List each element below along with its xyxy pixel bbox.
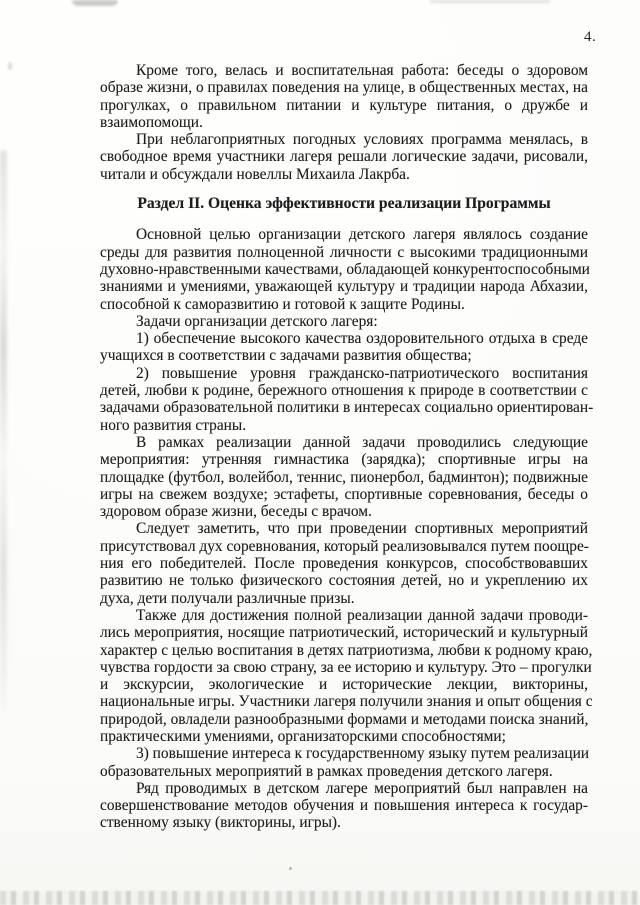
scan-smudge-left-icon [0,150,7,710]
paragraph [100,520,588,606]
text-line: образовательных мероприятий в рамках проведения детского лагеря. [100,762,553,780]
text-line: Кроме того, велась и воспитательная работа: беседы о здоровом [136,62,588,79]
text-line: ного развития страны. [100,416,247,434]
text-line: площадке (футбол, волейбол, теннис, пионербол, бадминтон); подвижные [100,468,588,486]
text-line: В рамках реализации данной задачи проводились следующие [136,433,588,451]
paragraph [100,745,588,780]
paragraph [100,780,588,832]
text-line: Следует заметить, что при проведении спортивных мероприятий [136,520,588,538]
text-line: мероприятия: утренняя гимнастика (зарядка); спортивные игры на [100,451,588,469]
paragraph [100,313,588,330]
text-line: образе жизни, о правилах поведения на улице, в общественных местах, на [100,79,588,97]
text-line: присутствовал дух соревнования, который реализовывался путем поощре- [100,537,589,555]
scan-noise-band-bottom-icon [0,891,640,905]
text-line: Ряд проводимых в детском лагере мероприятий был направлен на [136,779,588,797]
scan-smudge-top-icon [72,0,118,6]
paragraph [100,434,588,520]
text-line: способной к саморазвитию и готовой к защите Родины. [100,295,465,313]
text-line: природой, овладели разнообразными формами и методами поиска знаний, [100,710,589,728]
scan-smudge-top-right-icon [430,0,550,3]
text-line: Также для достижения полной реализации данной задачи проводи- [136,606,588,624]
paragraph [100,62,588,131]
text-line: учащихся в соответствии с задачами развития общества; [100,347,472,365]
scan-speck-icon [289,867,292,870]
text-line: 1) обеспечение высокого качества оздоровительного отдыха в среде [136,330,588,348]
section-heading: Раздел II. Оценка эффективности реализации Программы [137,195,551,213]
text-line: здоровом образе жизни, беседы с врачом. [100,503,372,521]
paragraph [100,226,588,312]
text-line: совершенствование методов обучения и повышения интереса к государ- [100,797,588,815]
paragraph [100,606,593,745]
text-line: прогулках, о правильном питании и культуре питания, о дружбе и [100,96,588,114]
text-line: читали и обсуждали новеллы Михаила Лакрба. [100,165,410,183]
scan-speck-icon [8,62,12,70]
text-line: детей, любви к родине, бережного отношения к природе в соответствии с [100,382,588,400]
text-line: Основной целью организации детского лагеря являлось создание [136,226,588,244]
text-line: При неблагоприятных погодных условиях программа менялась, в [136,131,588,149]
text-line: 2) повышение уровня гражданско-патриотического воспитания [136,364,588,382]
text-line: чувства гордости за свою страну, за ее историю и культуру. Это – прогулки [100,658,592,676]
text-line: развитию не только физического состояния детей, но и укреплению их [100,572,588,590]
text-line: знаниями и умениями, уважающей культуру и традиции народа Абхазии, [100,278,588,296]
paragraph [100,330,588,365]
text-line: взаимопомощи. [100,113,203,131]
text-block [100,62,594,832]
text-line: характер с целью воспитания в детях патриотизма, любви к родному краю, [100,641,593,659]
text-line: практическими умениями, организаторскими способностями; [100,727,506,745]
text-line: Задачи организации детского лагеря: [136,312,378,330]
text-line: и экскурсии, экологические и исторические лекции, викторины, [100,676,588,694]
page-number: 4. [584,29,597,45]
text-line: ния его победителей. После проведения конкурсов, способствовавших [100,555,588,573]
text-line: среды для развития полноценной личности с высокими традиционными [100,243,588,261]
paragraph [100,131,588,183]
text-line: духа, дети получали различные призы. [100,589,355,607]
text-line: лись мероприятия, носящие патриотический, исторический и культурный [100,624,588,642]
text-line: 3) повышение интереса к государственному языку путем реализации [136,745,590,763]
text-line: свободное время участники лагеря решали логические задачи, рисовали, [100,148,588,166]
text-line: национальные игры. Участники лагеря получили знания и опыт общения с [100,693,593,711]
text-line: игры на свежем воздухе; эстафеты, спортивные соревнования, беседы о [100,485,588,503]
text-line: ственному языку (викторины, игры). [100,814,341,832]
text-line: духовно-нравственными качествами, обладающей конкурентоспособными [100,260,590,278]
paragraph [100,364,594,434]
text-line: задачами образовательной политики в интересах социально ориентирован- [100,399,594,417]
